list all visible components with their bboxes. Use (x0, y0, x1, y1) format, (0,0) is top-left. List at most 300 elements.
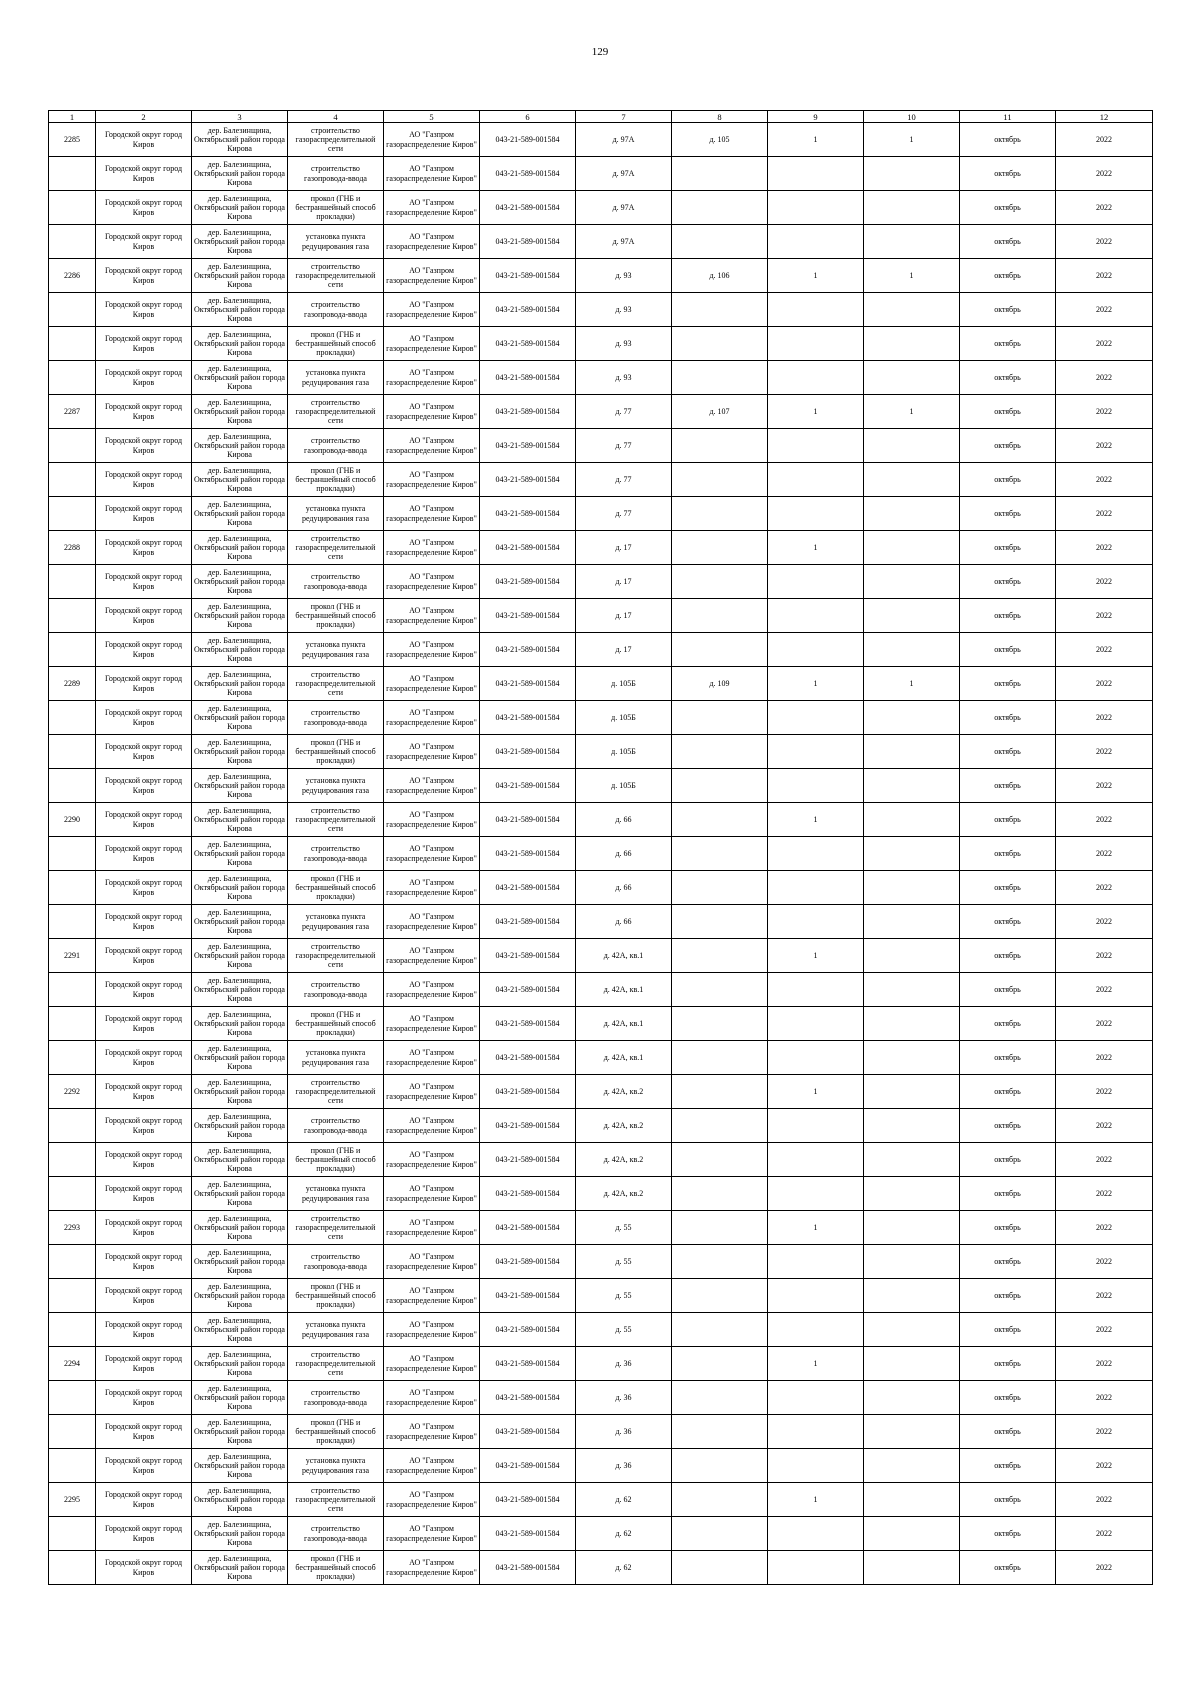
work-type-cell (288, 565, 384, 599)
location-cell (192, 361, 288, 395)
table-row (49, 1279, 1153, 1313)
work-type-cell (288, 1483, 384, 1517)
year-cell (1056, 939, 1153, 973)
code-cell-text: 043-21-589-001584 (495, 1018, 560, 1028)
count-cell-9 (768, 1075, 864, 1109)
row-number-cell (49, 1279, 96, 1313)
operator-cell-text: АО "Газпром газораспределение Киров" (386, 470, 477, 489)
row-number-cell (49, 871, 96, 905)
address-cell (576, 1483, 672, 1517)
count-cell-10 (864, 1381, 960, 1415)
count-cell-9 (768, 905, 864, 939)
address-cell-text: д. 105Б (611, 746, 636, 756)
address-cell-text: д. 66 (615, 916, 632, 926)
plot-cell (672, 361, 768, 395)
code-cell-text: 043-21-589-001584 (495, 1188, 560, 1198)
code-cell-text: 043-21-589-001584 (495, 304, 560, 314)
row-number-cell (49, 1211, 96, 1245)
row-number-cell (49, 1245, 96, 1279)
year-cell (1056, 1109, 1153, 1143)
count-cell-10 (864, 701, 960, 735)
operator-cell-text: АО "Газпром газораспределение Киров" (386, 334, 477, 353)
location-cell (192, 1415, 288, 1449)
work-type-cell-text: строительство газопровода-ввода (304, 1388, 367, 1407)
year-cell (1056, 1143, 1153, 1177)
work-type-cell (288, 667, 384, 701)
location-cell-text: дер. Балезинщина, Октябрьский район города Кирова (194, 465, 285, 494)
month-cell-text: октябрь (994, 1256, 1021, 1266)
count-cell-10 (864, 1109, 960, 1143)
location-cell-text: дер. Балезинщина, Октябрьский район города Кирова (194, 805, 285, 834)
location-cell-text: дер. Балезинщина, Октябрьский район города Кирова (194, 669, 285, 698)
operator-cell-text: АО "Газпром газораспределение Киров" (386, 232, 477, 251)
district-cell (96, 1143, 192, 1177)
district-cell (96, 1449, 192, 1483)
year-cell (1056, 395, 1153, 429)
table-row (49, 599, 1153, 633)
district-cell-text: Городской округ город Киров (104, 1184, 183, 1203)
address-cell (576, 599, 672, 633)
table-row (49, 701, 1153, 735)
count-cell-9 (768, 429, 864, 463)
operator-cell (384, 1007, 480, 1041)
code-cell-text: 043-21-589-001584 (495, 202, 560, 212)
code-cell (480, 1449, 576, 1483)
operator-cell (384, 905, 480, 939)
code-cell (480, 837, 576, 871)
table-row (49, 157, 1153, 191)
count-cell-9 (768, 1449, 864, 1483)
district-cell (96, 1347, 192, 1381)
code-cell (480, 905, 576, 939)
address-cell (576, 1211, 672, 1245)
address-cell-text: д. 17 (615, 644, 632, 654)
year-cell-text: 2022 (1096, 440, 1112, 450)
month-cell-text: октябрь (994, 1120, 1021, 1130)
operator-cell-text: АО "Газпром газораспределение Киров" (386, 1252, 477, 1271)
work-type-cell-text: установка пункта редуцирования газа (301, 1048, 370, 1067)
count-cell-9 (768, 225, 864, 259)
district-cell-text: Городской округ город Киров (104, 1082, 183, 1101)
work-type-cell (288, 123, 384, 157)
code-cell (480, 973, 576, 1007)
operator-cell-text: АО "Газпром газораспределение Киров" (386, 1524, 477, 1543)
address-cell (576, 1449, 672, 1483)
year-cell-text: 2022 (1096, 338, 1112, 348)
district-cell (96, 225, 192, 259)
month-cell-text: октябрь (994, 440, 1021, 450)
count-cell-9 (768, 1347, 864, 1381)
row-number-cell (49, 1347, 96, 1381)
work-type-cell-text: строительство газораспределительной сети (295, 669, 376, 698)
year-cell-text: 2022 (1096, 746, 1112, 756)
location-cell-text: дер. Балезинщина, Октябрьский район города Кирова (194, 635, 285, 664)
month-cell (960, 837, 1056, 871)
row-number-cell (49, 1483, 96, 1517)
location-cell-text: дер. Балезинщина, Октябрьский район города Кирова (194, 1179, 285, 1208)
work-type-cell-text: прокол (ГНБ и бестраншейный способ прокладки) (295, 1009, 376, 1038)
code-cell (480, 157, 576, 191)
district-cell-text: Городской округ город Киров (104, 300, 183, 319)
district-cell (96, 361, 192, 395)
address-cell-text: д. 55 (615, 1256, 632, 1266)
row-number-cell (49, 1313, 96, 1347)
column-header: 11 (960, 111, 1056, 123)
code-cell-text: 043-21-589-001584 (495, 610, 560, 620)
code-cell (480, 1143, 576, 1177)
work-type-cell-text: прокол (ГНБ и бестраншейный способ прокладки) (295, 1553, 376, 1582)
plot-cell (672, 157, 768, 191)
operator-cell (384, 1279, 480, 1313)
plot-cell (672, 463, 768, 497)
address-cell (576, 225, 672, 259)
count-cell-9 (768, 701, 864, 735)
address-cell-text: д. 66 (615, 814, 632, 824)
row-number-cell (49, 1177, 96, 1211)
code-cell-text: 043-21-589-001584 (495, 1460, 560, 1470)
location-cell (192, 973, 288, 1007)
address-cell-text: д. 77 (615, 474, 632, 484)
address-cell (576, 633, 672, 667)
location-cell (192, 497, 288, 531)
operator-cell-text: АО "Газпром газораспределение Киров" (386, 266, 477, 285)
work-type-cell-text: строительство газопровода-ввода (304, 436, 367, 455)
operator-cell (384, 769, 480, 803)
district-cell (96, 735, 192, 769)
month-cell-text: октябрь (994, 338, 1021, 348)
district-cell (96, 157, 192, 191)
plot-cell (672, 871, 768, 905)
count-cell-9 (768, 463, 864, 497)
operator-cell (384, 327, 480, 361)
year-cell (1056, 157, 1153, 191)
work-type-cell-text: строительство газораспределительной сети (295, 1077, 376, 1106)
district-cell (96, 1007, 192, 1041)
operator-cell (384, 1245, 480, 1279)
location-cell-text: дер. Балезинщина, Октябрьский район города Кирова (194, 329, 285, 358)
column-header: 9 (768, 111, 864, 123)
location-cell-text: дер. Балезинщина, Октябрьский район города Кирова (194, 567, 285, 596)
month-cell-text: октябрь (994, 746, 1021, 756)
location-cell (192, 157, 288, 191)
count-cell-10 (864, 837, 960, 871)
month-cell-text: октябрь (994, 474, 1021, 484)
count-cell-9-text: 1 (813, 406, 818, 416)
month-cell-text: октябрь (994, 406, 1021, 416)
table-row (49, 1381, 1153, 1415)
location-cell (192, 463, 288, 497)
month-cell-text: октябрь (994, 644, 1021, 654)
operator-cell-text: АО "Газпром газораспределение Киров" (386, 1048, 477, 1067)
work-type-cell-text: строительство газопровода-ввода (304, 1524, 367, 1543)
location-cell-text: дер. Балезинщина, Октябрьский район города Кирова (194, 1315, 285, 1344)
count-cell-9 (768, 939, 864, 973)
operator-cell (384, 497, 480, 531)
month-cell (960, 531, 1056, 565)
work-type-cell (288, 871, 384, 905)
code-cell-text: 043-21-589-001584 (495, 168, 560, 178)
district-cell-text: Городской округ город Киров (104, 1320, 183, 1339)
operator-cell-text: АО "Газпром газораспределение Киров" (386, 946, 477, 965)
district-cell-text: Городской округ город Киров (104, 1218, 183, 1237)
district-cell-text: Городской округ город Киров (104, 504, 183, 523)
row-number-cell-text: 2295 (64, 1494, 80, 1504)
operator-cell-text: АО "Газпром газораспределение Киров" (386, 776, 477, 795)
year-cell-text: 2022 (1096, 1460, 1112, 1470)
count-cell-9-text: 1 (813, 1086, 818, 1096)
year-cell-text: 2022 (1096, 576, 1112, 586)
work-type-cell-text: прокол (ГНБ и бестраншейный способ прокладки) (295, 873, 376, 902)
operator-cell-text: АО "Газпром газораспределение Киров" (386, 368, 477, 387)
operator-cell-text: АО "Газпром газораспределение Киров" (386, 1184, 477, 1203)
year-cell-text: 2022 (1096, 1392, 1112, 1402)
code-cell (480, 327, 576, 361)
location-cell (192, 1143, 288, 1177)
year-cell (1056, 769, 1153, 803)
row-number-cell (49, 599, 96, 633)
work-type-cell-text: строительство газораспределительной сети (295, 261, 376, 290)
count-cell-9 (768, 871, 864, 905)
count-cell-10 (864, 565, 960, 599)
plot-cell (672, 1075, 768, 1109)
district-cell-text: Городской округ город Киров (104, 1014, 183, 1033)
address-cell (576, 1313, 672, 1347)
district-cell (96, 939, 192, 973)
address-cell-text: д. 17 (615, 542, 632, 552)
location-cell (192, 531, 288, 565)
work-type-cell-text: установка пункта редуцирования газа (301, 1184, 370, 1203)
month-cell (960, 633, 1056, 667)
plot-cell (672, 497, 768, 531)
row-number-cell (49, 395, 96, 429)
year-cell-text: 2022 (1096, 1494, 1112, 1504)
count-cell-9 (768, 1551, 864, 1585)
month-cell-text: октябрь (994, 508, 1021, 518)
code-cell (480, 633, 576, 667)
table-row (49, 939, 1153, 973)
operator-cell (384, 1143, 480, 1177)
code-cell (480, 1313, 576, 1347)
address-cell-text: д. 105Б (611, 678, 636, 688)
year-cell-text: 2022 (1096, 202, 1112, 212)
district-cell-text: Городской округ город Киров (104, 742, 183, 761)
month-cell (960, 973, 1056, 1007)
month-cell-text: октябрь (994, 304, 1021, 314)
district-cell (96, 599, 192, 633)
month-cell (960, 701, 1056, 735)
work-type-cell (288, 701, 384, 735)
code-cell (480, 1007, 576, 1041)
year-cell-text: 2022 (1096, 644, 1112, 654)
count-cell-9 (768, 837, 864, 871)
column-header: 6 (480, 111, 576, 123)
district-cell (96, 123, 192, 157)
operator-cell (384, 1041, 480, 1075)
operator-cell-text: АО "Газпром газораспределение Киров" (386, 980, 477, 999)
year-cell-text: 2022 (1096, 814, 1112, 824)
district-cell-text: Городской округ город Киров (104, 1354, 183, 1373)
table-row (49, 837, 1153, 871)
work-type-cell (288, 1517, 384, 1551)
location-cell-text: дер. Балезинщина, Октябрьский район города Кирова (194, 1451, 285, 1480)
work-type-cell-text: установка пункта редуцирования газа (301, 776, 370, 795)
operator-cell-text: АО "Газпром газораспределение Киров" (386, 742, 477, 761)
code-cell (480, 293, 576, 327)
district-cell-text: Городской округ город Киров (104, 980, 183, 999)
district-cell-text: Городской округ город Киров (104, 572, 183, 591)
address-cell (576, 361, 672, 395)
plot-cell (672, 1109, 768, 1143)
count-cell-9 (768, 1517, 864, 1551)
location-cell-text: дер. Балезинщина, Октябрьский район города Кирова (194, 1213, 285, 1242)
month-cell (960, 599, 1056, 633)
district-cell (96, 565, 192, 599)
count-cell-10 (864, 803, 960, 837)
district-cell-text: Городской округ город Киров (104, 1422, 183, 1441)
count-cell-10 (864, 1143, 960, 1177)
count-cell-9 (768, 293, 864, 327)
work-type-cell-text: прокол (ГНБ и бестраншейный способ прокладки) (295, 465, 376, 494)
month-cell (960, 1075, 1056, 1109)
location-cell-text: дер. Балезинщина, Октябрьский район города Кирова (194, 227, 285, 256)
row-number-cell (49, 1449, 96, 1483)
operator-cell (384, 633, 480, 667)
operator-cell (384, 1109, 480, 1143)
month-cell (960, 1177, 1056, 1211)
count-cell-9 (768, 803, 864, 837)
operator-cell-text: АО "Газпром газораспределение Киров" (386, 1388, 477, 1407)
work-type-cell-text: прокол (ГНБ и бестраншейный способ прокладки) (295, 193, 376, 222)
location-cell (192, 1347, 288, 1381)
location-cell (192, 259, 288, 293)
month-cell-text: октябрь (994, 1290, 1021, 1300)
year-cell-text: 2022 (1096, 848, 1112, 858)
plot-cell (672, 1177, 768, 1211)
location-cell (192, 123, 288, 157)
code-cell (480, 497, 576, 531)
address-cell (576, 1007, 672, 1041)
count-cell-9 (768, 327, 864, 361)
plot-cell (672, 1415, 768, 1449)
address-cell (576, 191, 672, 225)
address-cell (576, 1347, 672, 1381)
table-row (49, 293, 1153, 327)
year-cell (1056, 361, 1153, 395)
work-type-cell-text: прокол (ГНБ и бестраншейный способ прокладки) (295, 1281, 376, 1310)
plot-cell (672, 973, 768, 1007)
year-cell (1056, 531, 1153, 565)
row-number-cell-text: 2290 (64, 814, 80, 824)
code-cell (480, 939, 576, 973)
count-cell-10 (864, 191, 960, 225)
location-cell-text: дер. Балезинщина, Октябрьский район города Кирова (194, 1009, 285, 1038)
operator-cell (384, 1347, 480, 1381)
district-cell-text: Городской округ город Киров (104, 232, 183, 251)
row-number-cell-text: 2286 (64, 270, 80, 280)
operator-cell-text: АО "Газпром газораспределение Киров" (386, 1014, 477, 1033)
table-row (49, 1313, 1153, 1347)
year-cell (1056, 905, 1153, 939)
address-cell-text: д. 62 (615, 1528, 632, 1538)
location-cell-text: дер. Балезинщина, Октябрьский район города Кирова (194, 1553, 285, 1582)
plot-cell (672, 1245, 768, 1279)
year-cell-text: 2022 (1096, 1018, 1112, 1028)
work-type-cell-text: строительство газопровода-ввода (304, 164, 367, 183)
work-type-cell (288, 157, 384, 191)
work-type-cell-text: строительство газораспределительной сети (295, 1485, 376, 1514)
year-cell (1056, 1245, 1153, 1279)
count-cell-10 (864, 395, 960, 429)
location-cell-text: дер. Балезинщина, Октябрьский район города Кирова (194, 499, 285, 528)
address-cell (576, 871, 672, 905)
work-type-cell (288, 463, 384, 497)
count-cell-9 (768, 1041, 864, 1075)
plot-cell (672, 327, 768, 361)
month-cell-text: октябрь (994, 1494, 1021, 1504)
address-cell-text: д. 97А (612, 134, 635, 144)
operator-cell-text: АО "Газпром газораспределение Киров" (386, 538, 477, 557)
work-type-cell (288, 769, 384, 803)
address-cell (576, 1143, 672, 1177)
row-number-cell-text: 2287 (64, 406, 80, 416)
table-row (49, 259, 1153, 293)
year-cell-text: 2022 (1096, 134, 1112, 144)
column-header: 3 (192, 111, 288, 123)
address-cell-text: д. 55 (615, 1290, 632, 1300)
code-cell-text: 043-21-589-001584 (495, 372, 560, 382)
district-cell-text: Городской округ город Киров (104, 436, 183, 455)
table-row (49, 1449, 1153, 1483)
year-cell (1056, 803, 1153, 837)
district-cell-text: Городской округ город Киров (104, 640, 183, 659)
count-cell-10 (864, 327, 960, 361)
operator-cell (384, 939, 480, 973)
operator-cell (384, 157, 480, 191)
operator-cell-text: АО "Газпром газораспределение Киров" (386, 606, 477, 625)
district-cell-text: Городской округ город Киров (104, 844, 183, 863)
table-row (49, 429, 1153, 463)
operator-cell (384, 1313, 480, 1347)
work-type-cell (288, 599, 384, 633)
column-header: 1 (49, 111, 96, 123)
work-type-cell-text: строительство газопровода-ввода (304, 1252, 367, 1271)
year-cell (1056, 633, 1153, 667)
location-cell (192, 1007, 288, 1041)
work-type-cell (288, 1109, 384, 1143)
count-cell-9 (768, 735, 864, 769)
count-cell-10-text: 1 (909, 134, 914, 144)
location-cell-text: дер. Балезинщина, Октябрьский район города Кирова (194, 1417, 285, 1446)
operator-cell-text: АО "Газпром газораспределение Киров" (386, 1218, 477, 1237)
year-cell-text: 2022 (1096, 678, 1112, 688)
location-cell-text: дер. Балезинщина, Октябрьский район города Кирова (194, 397, 285, 426)
code-cell (480, 871, 576, 905)
table-row (49, 905, 1153, 939)
plot-cell (672, 701, 768, 735)
code-cell (480, 1177, 576, 1211)
operator-cell (384, 191, 480, 225)
work-type-cell-text: прокол (ГНБ и бестраншейный способ прокладки) (295, 737, 376, 766)
count-cell-9-text: 1 (813, 270, 818, 280)
location-cell (192, 395, 288, 429)
code-cell (480, 667, 576, 701)
plot-cell (672, 1347, 768, 1381)
district-cell (96, 327, 192, 361)
location-cell-text: дер. Балезинщина, Октябрьский район города Кирова (194, 1111, 285, 1140)
month-cell (960, 1143, 1056, 1177)
address-cell (576, 667, 672, 701)
year-cell-text: 2022 (1096, 1120, 1112, 1130)
